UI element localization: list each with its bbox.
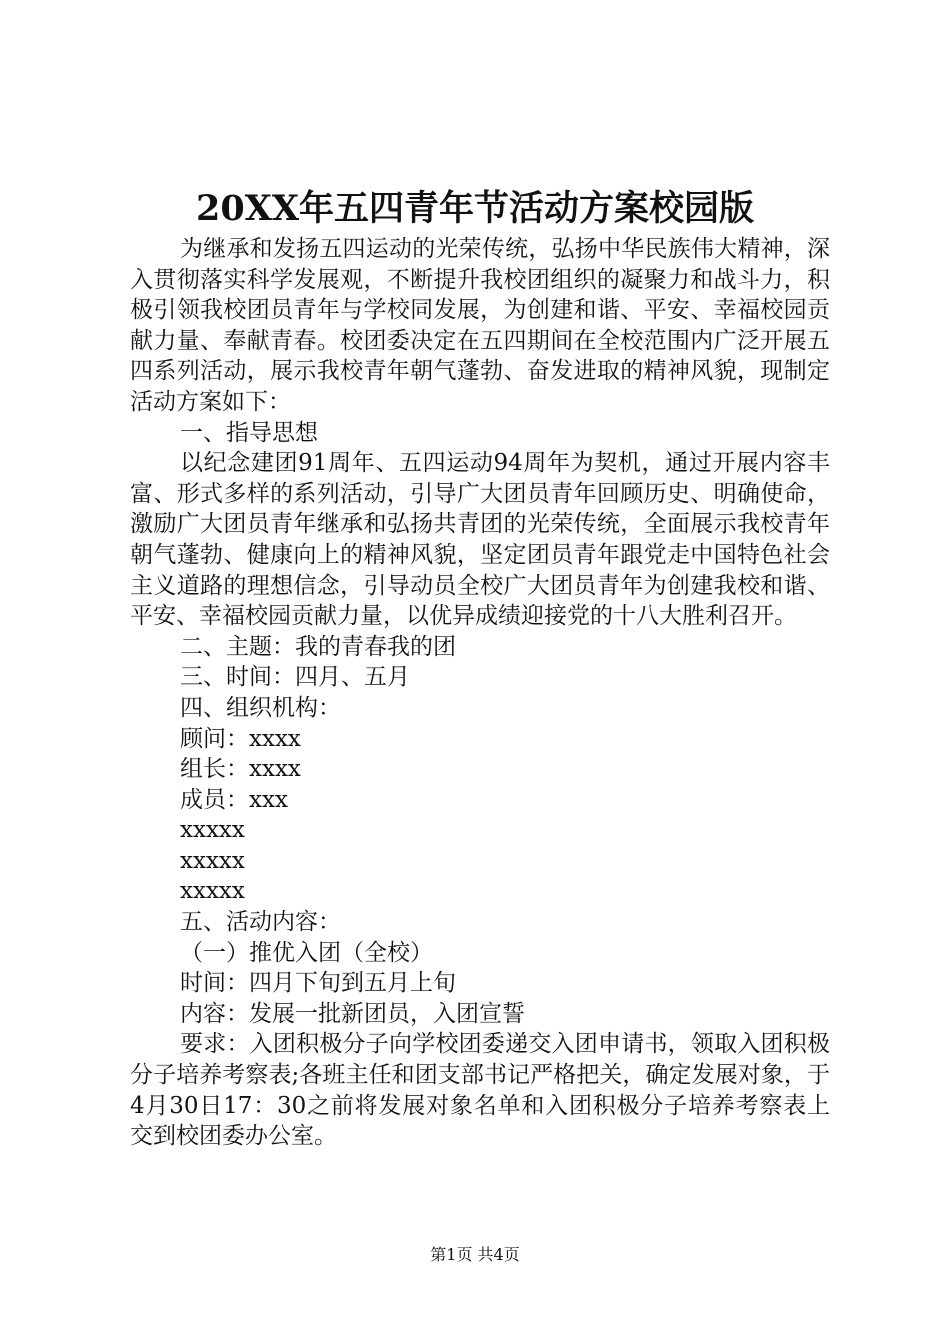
leader-line: 组长：xxxx (180, 756, 301, 783)
section3-time: 三、时间：四月、五月 (180, 664, 410, 691)
section1-body: 以纪念建团91周年、五四运动94周年为契机，通过开展内容丰富、形式多样的系列活动，引导广大团员青年回顾历史、明确使命，激励广大团员青年继承和弘扬共青团的光荣传统，全面展示我校青年朝气蓬勃、健康向上的精神风貌，坚定团员青年跟党走中国特色社会主义道路的理想信念，引导动员全校广大团员青年为创建我校和谐、平安、幸福校园贡献力量，以优异成绩迎接党的十八大胜利召开。 (130, 450, 830, 630)
activity1-requirements: 要求：入团积极分子向学校团委递交入团申请书，领取入团积极分子培养考察表;各班主任和团支部书记严格把关，确定发展对象，于4月30日17：30之前将发展对象名单和入团积极分子培养考察表上交到校团委办公室。 (130, 1031, 830, 1150)
activity1-heading: （一）推优入团（全校） (180, 939, 433, 966)
members-line: 成员：xxx (180, 786, 288, 813)
section2-theme: 二、主题：我的青春我的团 (180, 633, 456, 660)
member-line: xxxxx (180, 878, 245, 905)
member-line: xxxxx (180, 817, 245, 844)
activity1-time: 时间：四月下旬到五月上旬 (180, 970, 456, 997)
section1-heading: 一、指导思想 (180, 419, 318, 446)
member-line: xxxxx (180, 847, 245, 874)
document-title: 20XX年五四青年节活动方案校园版 (195, 188, 755, 229)
section4-heading: 四、组织机构： (180, 694, 341, 721)
intro-paragraph: 为继承和发扬五四运动的光荣传统，弘扬中华民族伟大精神，深入贯彻落实科学发展观，不断提升我校团组织的凝聚力和战斗力，积极引领我校团员青年与学校同发展，为创建和谐、平安、幸福校园贡献力量、奉献青春。校团委决定在五四期间在全校范围内广泛开展五四系列活动，展示我校青年朝气蓬勃、奋发进取的精神风貌，现制定活动方案如下： (130, 236, 830, 415)
page-footer: 第1页 共4页 (430, 1245, 520, 1264)
section5-heading: 五、活动内容： (180, 909, 341, 936)
document-body (130, 234, 830, 1152)
advisor-line: 顾问：xxxx (180, 725, 301, 752)
activity1-content: 内容：发展一批新团员，入团宣誓 (180, 1000, 525, 1027)
